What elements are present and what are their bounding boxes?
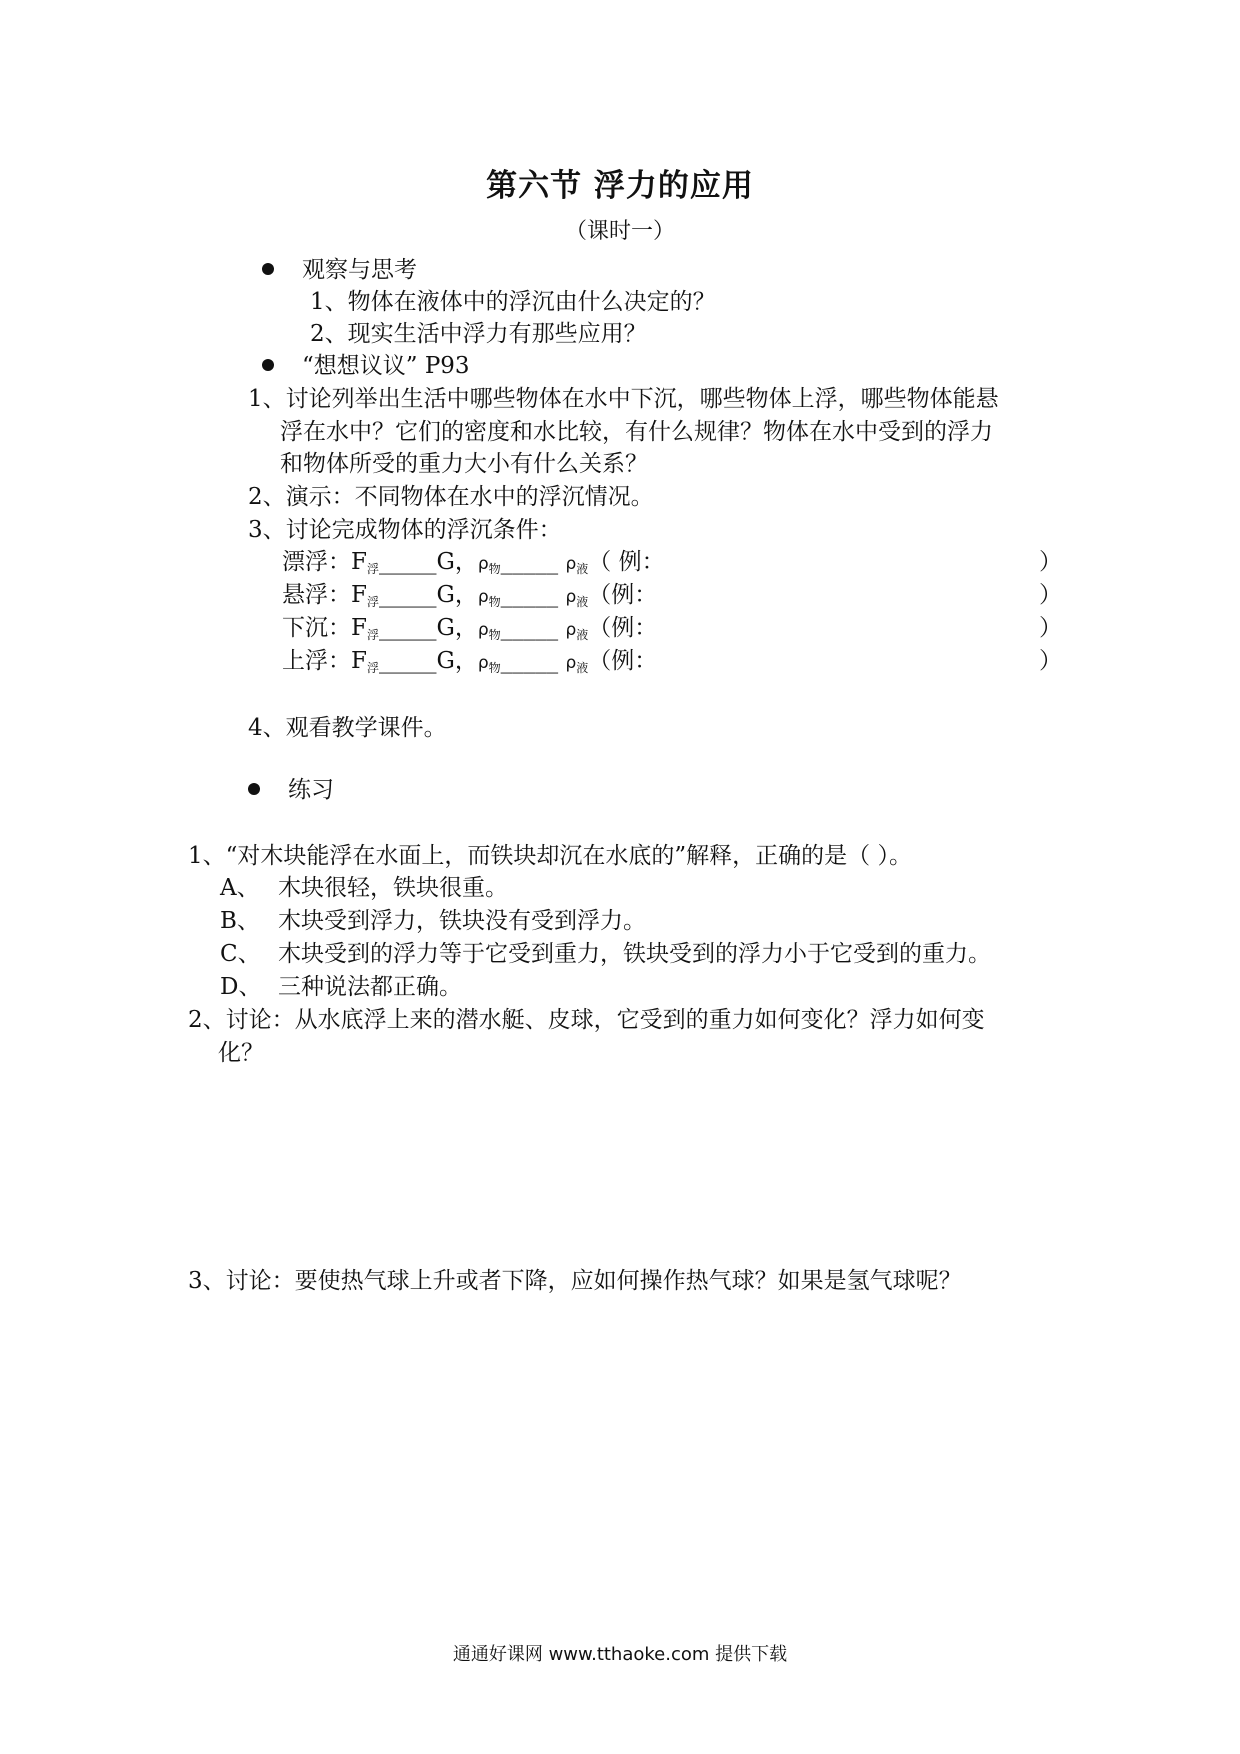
think-item-1-line-1: 1、讨论列举出生活中哪些物体在水中下沉，哪些物体上浮，哪些物体能悬 xyxy=(248,386,999,412)
condition-row-floating: 漂浮：$F_浮\_\_\_\_\_G$，$\rho_物\_\_\_\_\_$ $\rho_液$（ 例： xyxy=(282,549,665,576)
condition-row-suspended: 悬浮：$F_浮\_\_\_\_\_G$，$\rho_物\_\_\_\_\_$ $\rho_液$（例： xyxy=(282,582,658,609)
think-heading: “想想议议” P93 xyxy=(262,350,470,382)
condition-row-sinking: 下沉：$F_浮\_\_\_\_\_G$，$\rho_物\_\_\_\_\_$ $\rho_液$（例： xyxy=(282,615,658,642)
practice-question-3: 3、讨论：要使热气球上升或者下降，应如何操作热气球？如果是氢气球呢？ xyxy=(188,1268,962,1294)
think-item-2: 2、演示：不同物体在水中的浮沉情况。 xyxy=(248,484,654,510)
condition-row-rising: 上浮：$F_浮\_\_\_\_\_G$，$\rho_物\_\_\_\_\_$ $\rho_液$（例： xyxy=(282,648,658,675)
practice-option-a: A、 木块很轻，铁块很重。 xyxy=(220,875,508,901)
observe-question-1: 1、物体在液体中的浮沉由什么决定的？ xyxy=(310,289,716,315)
condition-row-suspended-close: ） xyxy=(1039,582,1062,608)
condition-row-rising-close: ） xyxy=(1039,648,1062,674)
condition-row-floating-close: ） xyxy=(1039,549,1062,575)
condition-row-sinking-close: ） xyxy=(1039,615,1062,641)
page-title: 第六节 浮力的应用 xyxy=(486,168,754,204)
think-item-4: 4、观看教学课件。 xyxy=(248,715,447,741)
bullet-icon xyxy=(262,263,274,275)
think-item-3: 3、讨论完成物体的浮沉条件： xyxy=(248,517,562,543)
footer-note: 通通好课网 www.tthaoke.com 提供下载 xyxy=(452,1644,788,1665)
bullet-icon xyxy=(262,359,274,371)
practice-question-1: 1、“对木块能浮在水面上，而铁块却沉在水底的”解释，正确的是（ ）。 xyxy=(188,843,912,869)
page-subtitle: （课时一） xyxy=(564,219,675,244)
practice-heading: 练习 xyxy=(248,774,334,806)
practice-option-b: B、 木块受到浮力，铁块没有受到浮力。 xyxy=(220,908,646,934)
bullet-icon xyxy=(248,783,260,795)
practice-question-2-line-2: 化？ xyxy=(218,1040,264,1066)
observe-question-2: 2、现实生活中浮力有那些应用？ xyxy=(310,321,647,347)
think-item-1-line-2: 浮在水中？它们的密度和水比较，有什么规律？物体在水中受到的浮力 xyxy=(280,419,993,445)
observe-heading: 观察与思考 xyxy=(262,254,417,286)
practice-question-2-line-1: 2、讨论：从水底浮上来的潜水艇、皮球，它受到的重力如何变化？浮力如何变 xyxy=(188,1007,985,1033)
think-item-1-line-3: 和物体所受的重力大小有什么关系？ xyxy=(280,451,648,477)
practice-option-c: C、 木块受到的浮力等于它受到重力，铁块受到的浮力小于它受到的重力。 xyxy=(220,941,991,967)
practice-option-d: D、 三种说法都正确。 xyxy=(220,974,462,1000)
